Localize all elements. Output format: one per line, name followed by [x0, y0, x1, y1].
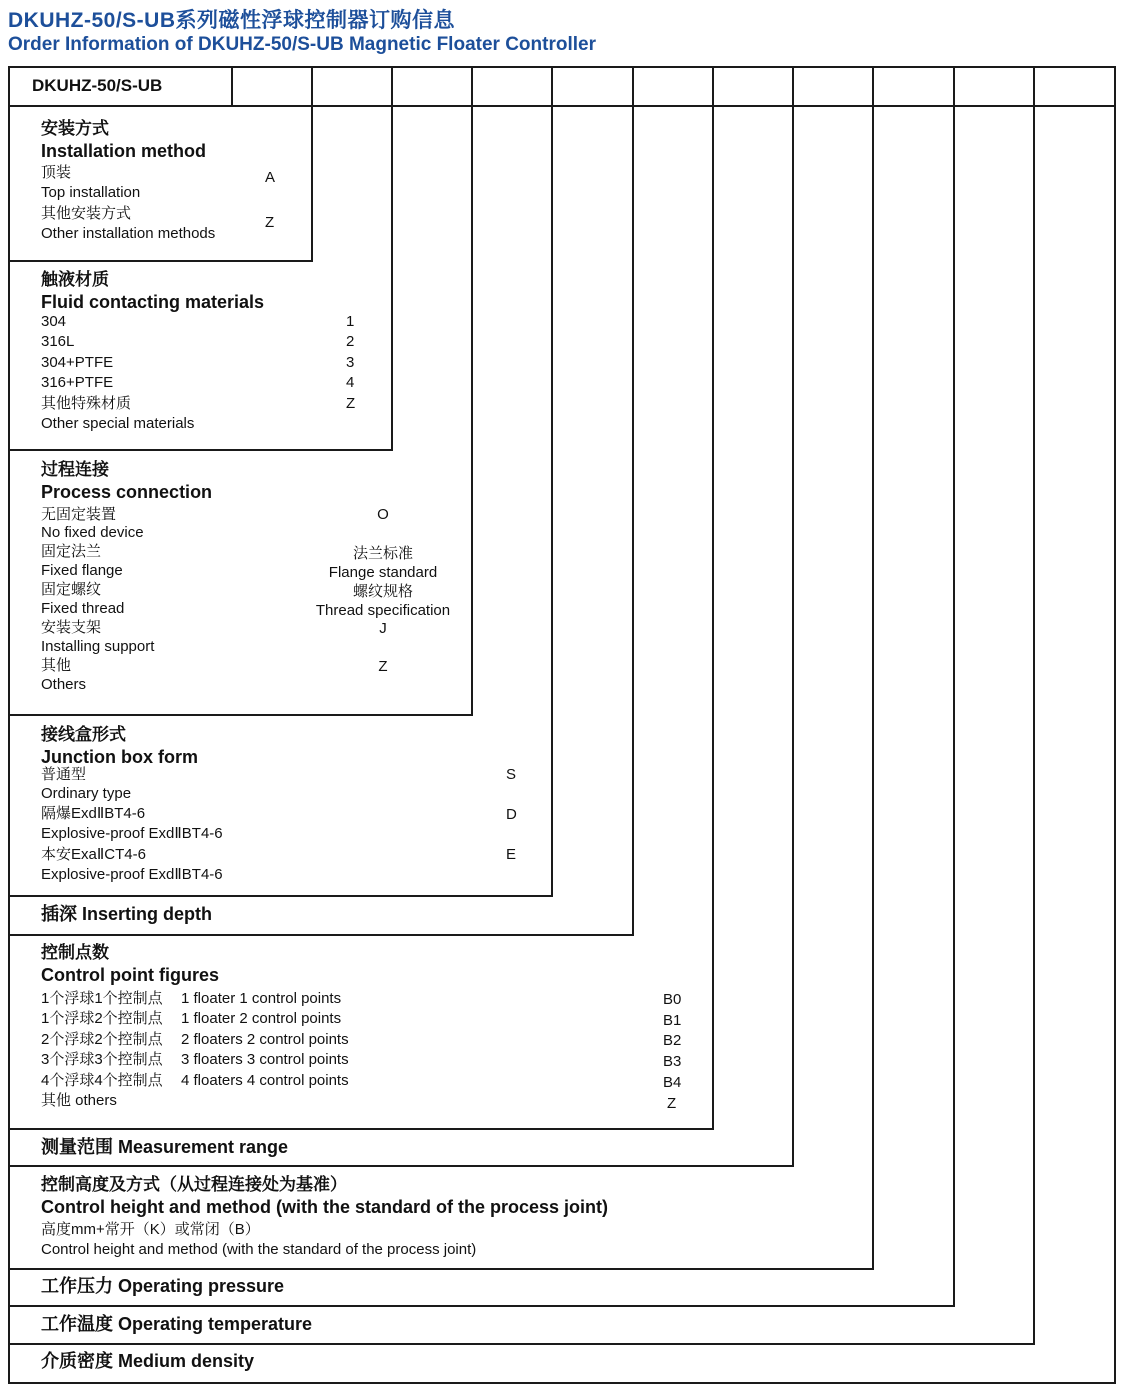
- section-title-cn: 安装方式: [41, 119, 109, 138]
- option-code: Z: [265, 214, 275, 231]
- option-label: 普通型: [41, 766, 87, 783]
- section-title-cn: 触液材质: [41, 270, 109, 289]
- option-label-cn: 其他 others: [41, 1092, 117, 1109]
- option-label: Other installation methods: [41, 225, 216, 242]
- option-label-cn: 2个浮球2个控制点: [41, 1031, 163, 1048]
- option-code: J: [379, 620, 387, 637]
- option-code: Thread specification: [315, 602, 451, 619]
- option-code: Z: [667, 1095, 677, 1112]
- option-label-cn: 4个浮球4个控制点: [41, 1072, 163, 1089]
- section-title-cn: 控制高度及方式（从过程连接处为基准）: [41, 1175, 347, 1194]
- option-label-cn: 3个浮球3个控制点: [41, 1051, 163, 1068]
- option-code: B3: [663, 1053, 682, 1070]
- section-medium-density: 介质密度 Medium density: [41, 1351, 255, 1371]
- option-label: 顶装: [41, 164, 72, 181]
- option-code: Z: [378, 658, 388, 675]
- option-code: D: [506, 806, 517, 823]
- section-operating-temperature: 工作温度 Operating temperature: [41, 1314, 313, 1334]
- section-title-cn: 接线盒形式: [41, 725, 126, 744]
- option-label: 固定法兰: [41, 543, 102, 560]
- option-code: 2: [346, 333, 355, 350]
- option-label: No fixed device: [41, 524, 144, 541]
- option-label-en: 2 floaters 2 control points: [181, 1031, 349, 1048]
- option-label: 其他特殊材质: [41, 395, 132, 412]
- option-label: 本安ExaⅡCT4-6: [41, 846, 146, 863]
- option-label: 304: [41, 313, 67, 330]
- section-title-en: Control height and method (with the standard of the process joint): [41, 1197, 608, 1217]
- option-label: 无固定装置: [41, 506, 117, 523]
- section-title-en: Junction box form: [41, 747, 198, 767]
- option-label-cn: 1个浮球2个控制点: [41, 1010, 163, 1027]
- option-label: Explosive-proof ExdⅡBT4-6: [41, 866, 223, 883]
- option-label: Fixed flange: [41, 562, 123, 579]
- page-title-cn: DKUHZ-50/S-UB系列磁性浮球控制器订购信息: [8, 9, 456, 32]
- option-label: 316L: [41, 333, 75, 350]
- option-code: Flange standard: [328, 564, 438, 581]
- option-code: 4: [346, 374, 355, 391]
- option-label-en: 4 floaters 4 control points: [181, 1072, 349, 1089]
- section-measurement-range: 测量范围 Measurement range: [41, 1137, 289, 1157]
- option-code: B2: [663, 1032, 682, 1049]
- option-label: 其他安装方式: [41, 205, 132, 222]
- option-label: Fixed thread: [41, 600, 125, 617]
- option-label: 316+PTFE: [41, 374, 114, 391]
- option-label: 安装支架: [41, 619, 102, 636]
- option-label: Top installation: [41, 184, 141, 201]
- option-label: 其他: [41, 657, 72, 674]
- option-label-en: 1 floater 2 control points: [181, 1010, 342, 1027]
- option-label: 隔爆ExdⅡBT4-6: [41, 805, 146, 822]
- option-label: Installing support: [41, 638, 155, 655]
- section-operating-pressure: 工作压力 Operating pressure: [41, 1276, 285, 1296]
- option-code: B0: [663, 991, 682, 1008]
- option-label: Control height and method (with the standard of the process joint): [41, 1241, 477, 1258]
- option-code: B4: [663, 1074, 682, 1091]
- option-code: A: [265, 169, 276, 186]
- section-inserting-depth: 插深 Inserting depth: [41, 904, 212, 924]
- option-label: 304+PTFE: [41, 354, 114, 371]
- option-label: 固定螺纹: [41, 581, 102, 598]
- section-title-en: Control point figures: [41, 965, 219, 985]
- option-label: Others: [41, 676, 87, 693]
- option-code: S: [506, 766, 517, 783]
- option-label-en: 3 floaters 3 control points: [181, 1051, 349, 1068]
- section-title-en: Fluid contacting materials: [41, 292, 265, 312]
- option-code: O: [377, 506, 389, 523]
- option-label-cn: 1个浮球1个控制点: [41, 990, 163, 1007]
- option-code: 法兰标准: [352, 545, 413, 562]
- option-label: Other special materials: [41, 415, 195, 432]
- option-code: B1: [663, 1012, 682, 1029]
- option-code: E: [506, 846, 517, 863]
- option-code: 1: [346, 313, 355, 330]
- section-title-en: Installation method: [41, 141, 207, 161]
- option-code: Z: [346, 395, 356, 412]
- section-title-cn: 控制点数: [41, 943, 109, 962]
- option-label: Explosive-proof ExdⅡBT4-6: [41, 825, 223, 842]
- model-code: DKUHZ-50/S-UB: [32, 76, 163, 95]
- option-label: 高度mm+常开（K）或常闭（B）: [41, 1221, 260, 1238]
- option-label: Ordinary type: [41, 785, 132, 802]
- page-title-en: Order Information of DKUHZ-50/S-UB Magnetic Floater Controller: [8, 34, 596, 55]
- option-code: 3: [346, 354, 355, 371]
- section-title-en: Process connection: [41, 482, 213, 502]
- option-label-en: 1 floater 1 control points: [181, 990, 342, 1007]
- section-title-cn: 过程连接: [41, 460, 109, 479]
- option-code: 螺纹规格: [352, 583, 413, 600]
